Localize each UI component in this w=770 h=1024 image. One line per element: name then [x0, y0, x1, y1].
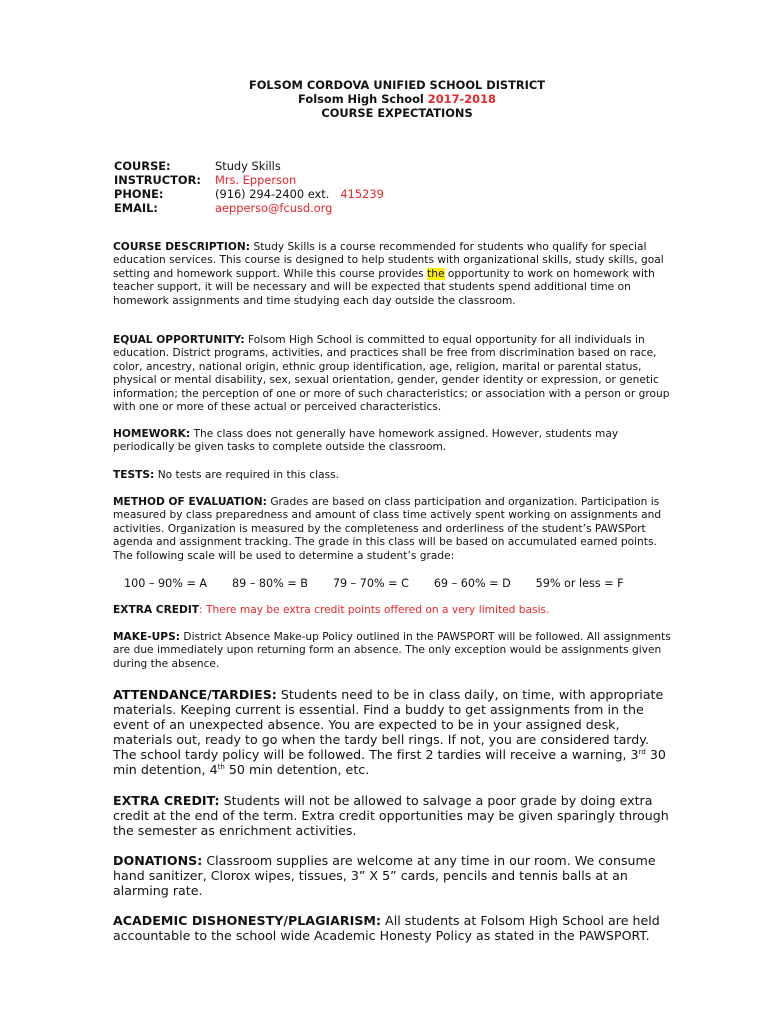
tests-label: TESTS:	[113, 469, 155, 481]
email-label: EMAIL:	[114, 201, 158, 215]
make-ups-label: MAKE-UPS:	[113, 631, 180, 643]
extra-credit-policy: EXTRA CREDIT: Students will not be allowed to salvage a poor grade by doing extra credit at the end of the term. Extra credit opportunities may be given sparingly through the semester as enrichment activities.	[113, 793, 669, 839]
course-label: COURSE:	[114, 159, 171, 173]
course-description: COURSE DESCRIPTION: Study Skills is a course recommended for students who qualify for special education services. This course is designed to help students with organizational skills, study skills, goal setting and homework support. While this course provides the opportunity to work on homework with teacher support, it will be necessary and will be expected that students spend additional time on homework assignments and time studying each day outside the classroom.	[113, 241, 664, 307]
donations-label: DONATIONS:	[113, 853, 203, 868]
course-row	[114, 159, 384, 173]
district-name: FOLSOM CORDOVA UNIFIED SCHOOL DISTRICT	[248, 78, 546, 92]
phone-value: (916) 294-2400 ext.	[215, 187, 330, 201]
school-year: 2017-2018	[427, 92, 496, 106]
phone-extension: 415239	[340, 187, 384, 201]
homework: HOMEWORK: The class does not generally have homework assigned. However, students may periodically be given tasks to complete outside the classroom.	[113, 428, 619, 454]
grade-scale: 100 – 90% = A 89 – 80% = B 79 – 70% = C 69 – 60% = D 59% or less = F	[124, 577, 624, 590]
attendance-tardies: ATTENDANCE/TARDIES: Students need to be in class daily, on time, with appropriate materials. Keeping current is essential. Find a buddy to get assignments from in the event of an unexpected absence. You are expected to be in your assigned desk, materials out, ready to go when the tardy bell rings. If not, you are considered tardy. The school tardy policy will be followed. The first 2 tardies will receive a warning, 3rd 30 min detention, 4th 50 min detention, etc.	[113, 687, 666, 778]
equal-opportunity: EQUAL OPPORTUNITY: Folsom High School is committed to equal opportunity for all individuals in education. District programs, activities, and practices shall be free from discrimination based on race, color, ancestry, national origin, ethnic group identification, age, religion, marital or parental status, physical or mental disability, sex, sexual orientation, gender, gender identity or expression, or genetic information; the perception of one or more of such characteristics; or association with a person or group with one or more of these actual or perceived characteristics.	[113, 334, 670, 414]
extra-credit-note-label: EXTRA CREDIT	[113, 604, 200, 616]
equal-opportunity-label: EQUAL OPPORTUNITY:	[113, 334, 245, 346]
instructor-value: Mrs. Epperson	[215, 173, 297, 187]
academic-dishonesty-label: ACADEMIC DISHONESTY/PLAGIARISM:	[113, 913, 382, 928]
evaluation-label: METHOD OF EVALUATION:	[113, 496, 267, 508]
email-link[interactable]: aepperso@fcusd.org	[215, 201, 333, 215]
academic-dishonesty: ACADEMIC DISHONESTY/PLAGIARISM: All students at Folsom High School are held accountable to the school wide Academic Honesty Policy as stated in the PAWSPORT.	[113, 913, 660, 944]
tests: TESTS: No tests are required in this class.	[113, 469, 340, 481]
method-of-evaluation: METHOD OF EVALUATION: Grades are based on class participation and organization. Participation is measured by class preparedness and amount of class time actively spent working on assignments and activities. Organization is measured by the completeness and orderliness of the student’s PAWSPort agenda and assignment tracking. The grade in this class will be based on accumulated earned points. The following scale will be used to determine a student’s grade:	[113, 496, 662, 562]
course-info-block	[114, 159, 384, 215]
document-header	[0, 78, 770, 120]
phone-row	[114, 187, 384, 201]
attendance-label: ATTENDANCE/TARDIES:	[113, 687, 277, 702]
course-description-label: COURSE DESCRIPTION:	[113, 241, 251, 253]
extra-credit-policy-label: EXTRA CREDIT:	[113, 793, 220, 808]
school-name: Folsom High School	[298, 92, 428, 106]
instructor-row	[114, 173, 384, 187]
make-ups: MAKE-UPS: District Absence Make-up Policy outlined in the PAWSPORT will be followed. All assignments are due immediately upon returning form an absence. The only exception would be assignments given during the absence.	[113, 631, 671, 670]
document-title: COURSE EXPECTATIONS	[321, 106, 473, 120]
phone-label: PHONE:	[114, 187, 164, 201]
donations: DONATIONS: Classroom supplies are welcome at any time in our room. We consume hand sanitizer, Clorox wipes, tissues, 3” X 5” cards, pencils and tennis balls at an alarming rate.	[113, 853, 656, 899]
homework-label: HOMEWORK:	[113, 428, 191, 440]
extra-credit-note: EXTRA CREDIT: There may be extra credit points offered on a very limited basis.	[113, 604, 550, 616]
highlighted-word: the	[427, 267, 445, 280]
school-year-line	[0, 92, 770, 106]
instructor-label: INSTRUCTOR:	[114, 173, 201, 187]
course-value: Study Skills	[215, 159, 281, 173]
email-row	[114, 201, 384, 215]
